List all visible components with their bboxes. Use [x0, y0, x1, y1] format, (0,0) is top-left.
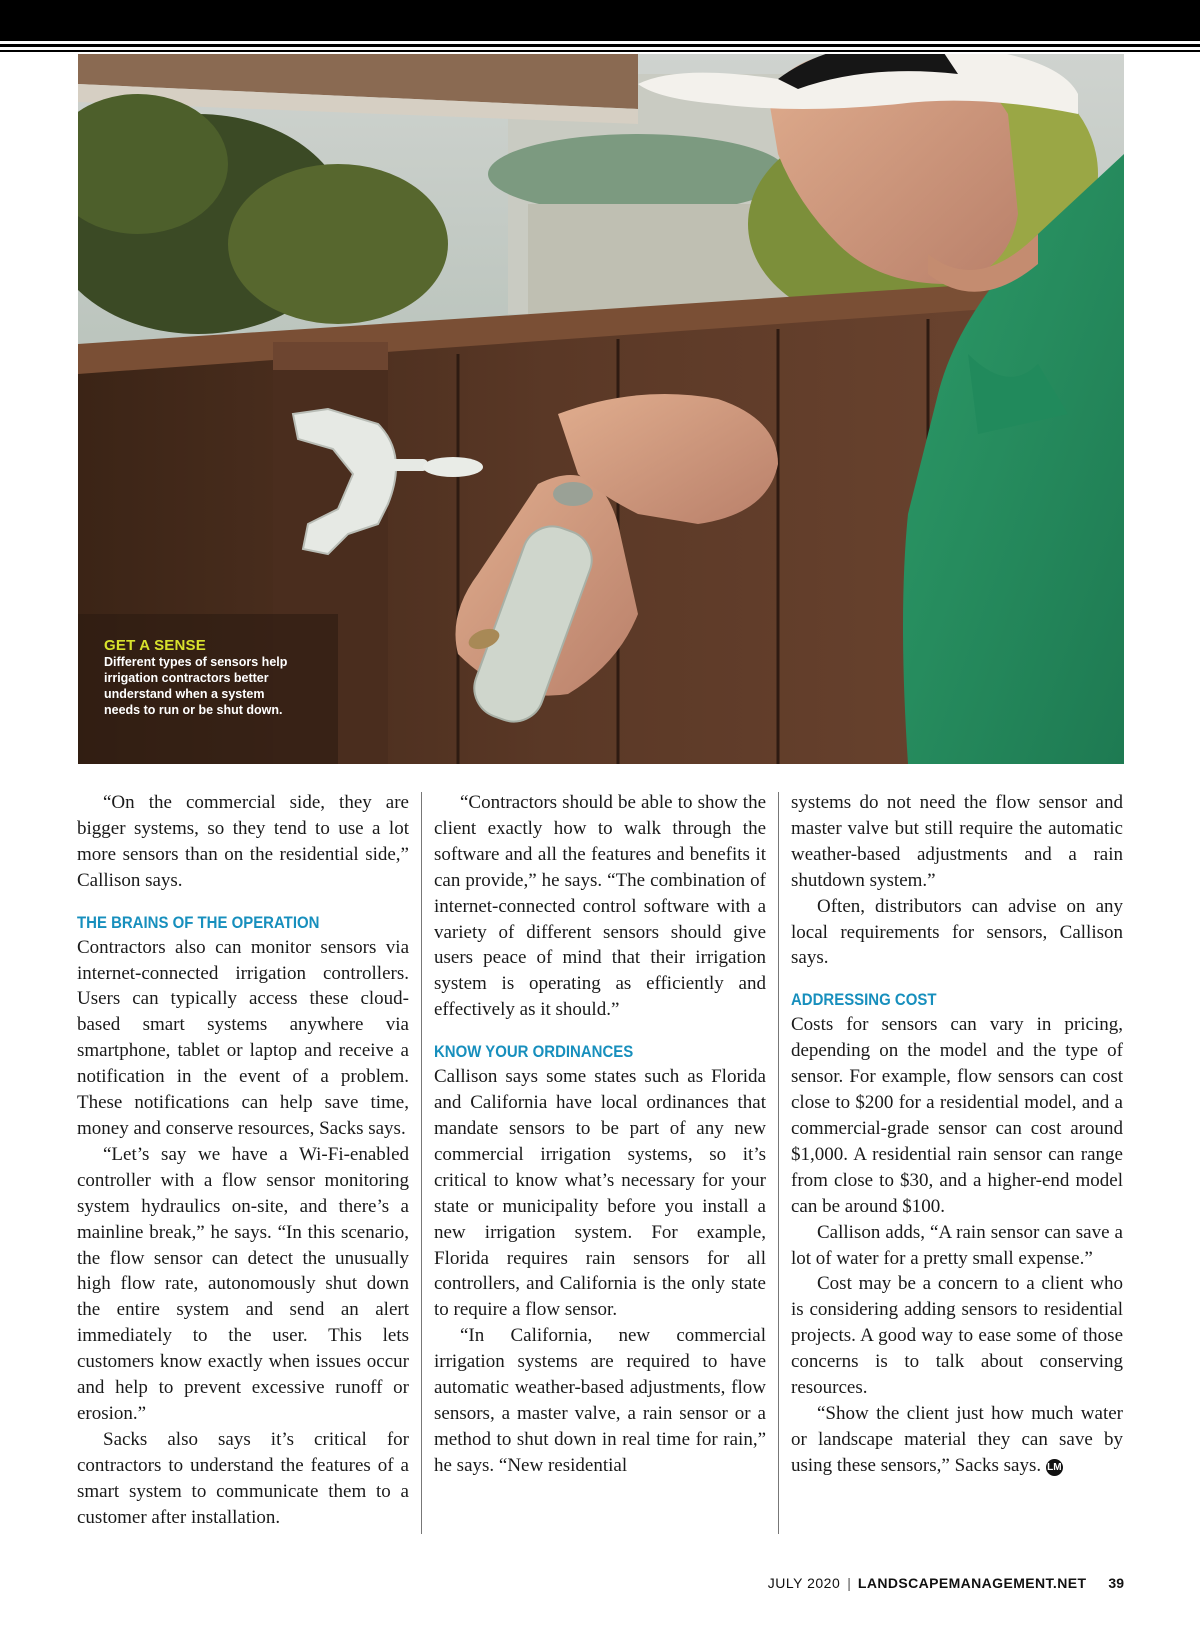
article-column-1 [77, 790, 409, 1530]
page-footer [768, 1575, 1124, 1591]
paragraph-text: “Show the client just how much water or landscape material they can save by using these sensors,” Sacks says. [791, 1402, 1123, 1476]
section-heading: KNOW YOUR ORDINANCES [434, 1042, 634, 1062]
paragraph: systems do not need the flow sensor and master valve but still require the automatic weather-based adjustments and a rain shutdown system.” [791, 792, 1123, 891]
paragraph: “On the commercial side, they are bigger systems, so they tend to use a lot more sensors than on the residential side,” Callison says. [77, 792, 409, 891]
paragraph: Costs for sensors can vary in pricing, depending on the model and the type of sensor. For example, flow sensors can cost close to $200 for a residential model, and a commercial-grade sensor can cost around $1,000. A residential rain sensor can range from close to $30, and a higher-end model can be around $100. [791, 1014, 1123, 1217]
paragraph: Callison says some states such as Florida and California have local ordinances that mandate sensors to be part of any new commercial irrigation systems, so it’s critical to know what’s necessary for your state or municipality before you install a new irrigation system. For example, Florida requires rain sensors for all controllers, and California is the only state to require a flow sensor. [434, 1066, 766, 1321]
end-mark-icon: LM [1046, 1459, 1063, 1476]
column-rule [778, 792, 779, 1534]
issue-date: JULY 2020 [767, 1575, 841, 1591]
paragraph: Cost may be a concern to a client who is considering adding sensors to residential projects. A good way to ease some of those concerns is to talk about conserving resources. [791, 1273, 1123, 1399]
final-paragraph [791, 1401, 1123, 1479]
article-column-2 [434, 790, 766, 1479]
paragraph: Callison adds, “A rain sensor can save a lot of water for a pretty small expense.” [791, 1221, 1123, 1269]
section-heading: THE BRAINS OF THE OPERATION [77, 912, 320, 932]
photo-caption [104, 637, 294, 718]
caption-text: Different types of sensors help irrigation contractors better understand when a system needs to run or be shut down. [104, 655, 288, 717]
column-rule [421, 792, 422, 1534]
paragraph: Contractors also can monitor sensors via internet-connected irrigation controllers. Users can typically access these cloud-based smart systems anywhere via smartphone, tablet or laptop and receive a notification in the event of a problem. These notifications can help save time, money and conserve resources, Sacks says. [77, 936, 409, 1139]
header-rule [0, 44, 1200, 47]
header-rule-thin [0, 50, 1200, 52]
header-bar [0, 0, 1200, 41]
paragraph: “In California, new commercial irrigation systems are required to have automatic weather-based adjustments, flow sensors, a master valve, a rain sensor or a method to shut down in real time for rain,” he says. “New residential [434, 1325, 766, 1476]
page-number: 39 [1108, 1575, 1124, 1591]
section-heading: ADDRESSING COST [791, 990, 937, 1010]
paragraph: “Let’s say we have a Wi-Fi-enabled controller with a flow sensor monitoring system hydraulics on-site, and there’s a mainline break,” he says. “In this scenario, the flow sensor can detect the unusually high flow rate, autonomously shut down the entire system and send an alert immediately to the user. This lets customers know exactly when issues occur and help to prevent excessive runoff or erosion.” [77, 1143, 409, 1424]
paragraph: “Contractors should be able to show the client exactly how to walk through the software and all the features and benefits it can provide,” he says. “The combination of internet-connected control software with a variety of different sensors should give users peace of mind that their irrigation system is operating as efficiently and effectively as it should.” [434, 792, 766, 1021]
paragraph: Often, distributors can advise on any local requirements for sensors, Callison says. [791, 895, 1123, 969]
caption-title: GET A SENSE [104, 637, 206, 654]
footer-separator: | [847, 1575, 851, 1591]
article-column-3 [791, 790, 1123, 1479]
paragraph: Sacks also says it’s critical for contractors to understand the features of a smart system to communicate them to a customer after installation. [77, 1428, 409, 1528]
website-link[interactable]: LANDSCAPEMANAGEMENT.NET [857, 1575, 1087, 1591]
